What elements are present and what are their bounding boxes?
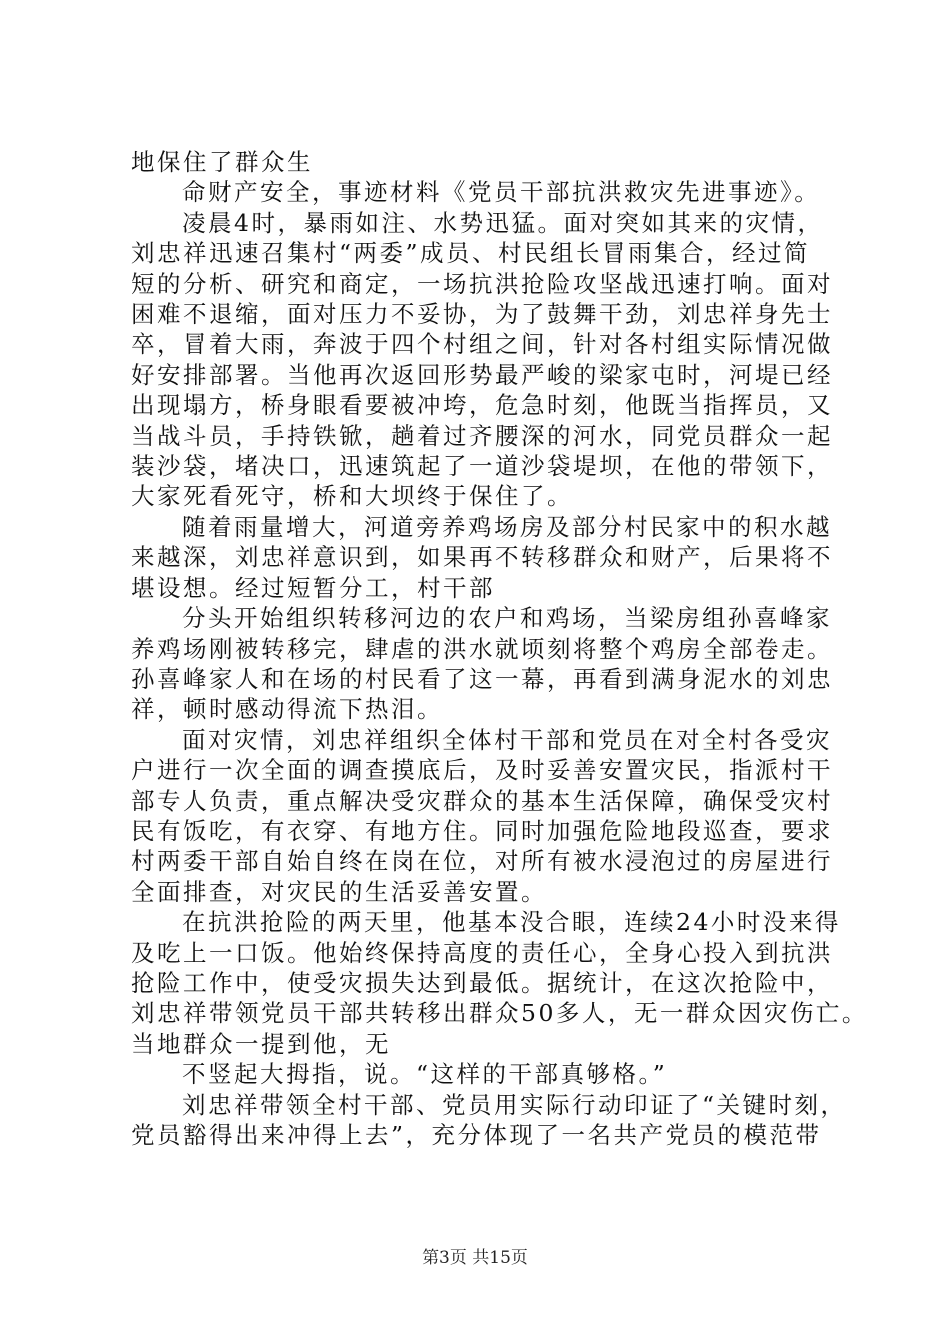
text-line: 好安排部署。当他再次返回形势最严峻的梁家屯时，河堤已经: [131, 360, 833, 389]
text-line: 刘忠祥带领党员干部共转移出群众50多人，无一群众因灾伤亡。: [131, 999, 868, 1028]
text-line: 地保住了群众生: [131, 148, 313, 176]
text-line: 出现塌方，桥身眼看要被冲垮，危急时刻，他既当指挥员，又: [131, 391, 833, 420]
text-line: 刘忠祥带领全村干部、党员用实际行动印证了“关键时刻，: [182, 1090, 847, 1119]
text-line: 全面排查，对灾民的生活妥善安置。: [131, 877, 547, 906]
text-line: 在抗洪抢险的两天里，他基本没合眼，连续24小时没来得: [182, 908, 841, 937]
text-line: 凌晨4时，暴雨如注、水势迅猛。面对突如其来的灾情，: [182, 208, 824, 237]
text-line: 及吃上一口饭。他始终保持高度的责任心，全身心投入到抗洪: [131, 938, 833, 967]
text-line: 当地群众一提到他，无: [131, 1029, 391, 1058]
text-line: 短的分析、研究和商定，一场抗洪抢险攻坚战迅速打响。面对: [131, 269, 833, 298]
text-line: 困难不退缩，面对压力不妥协，为了鼓舞干劲，刘忠祥身先士: [131, 300, 833, 329]
text-line: 不竖起大拇指，说。“这样的干部真够格。”: [182, 1060, 668, 1089]
text-line: 民有饭吃，有衣穿、有地方住。同时加强危险地段巡查，要求: [131, 816, 833, 845]
text-line: 户进行一次全面的调查摸底后，及时妥善安置灾民，指派村干: [131, 756, 833, 785]
text-line: 卒，冒着大雨，奔波于四个村组之间，针对各村组实际情况做: [131, 330, 833, 359]
document-body: [131, 147, 868, 1150]
text-line: 面对灾情，刘忠祥组织全体村干部和党员在对全村各受灾: [182, 725, 832, 754]
text-line: 党员豁得出来冲得上去”，充分体现了一名共产党员的模范带: [131, 1121, 822, 1149]
text-line: 大家死看死守，桥和大坝终于保住了。: [131, 482, 573, 511]
text-line: 堪设想。经过短暂分工，村干部: [131, 573, 495, 602]
text-line: 祥，顿时感动得流下热泪。: [131, 695, 443, 724]
text-line: 随着雨量增大，河道旁养鸡场房及部分村民家中的积水越: [182, 512, 832, 541]
page-number-footer: 第3页 共15页: [422, 1248, 528, 1268]
text-line: 孙喜峰家人和在场的村民看了这一幕，再看到满身泥水的刘忠: [131, 664, 833, 693]
text-line: 刘忠祥迅速召集村“两委”成员、村民组长冒雨集合，经过简: [131, 239, 811, 268]
text-line: 命财产安全，事迹材料《党员干部抗洪救灾先进事迹》。: [182, 178, 821, 207]
text-line: 部专人负责，重点解决受灾群众的基本生活保障，确保受灾村: [131, 786, 833, 815]
text-line: 分头开始组织转移河边的农户和鸡场，当梁房组孙喜峰家: [182, 604, 832, 633]
text-line: 来越深，刘忠祥意识到，如果再不转移群众和财产，后果将不: [131, 543, 833, 572]
text-line: 当战斗员，手持铁锨，趟着过齐腰深的河水，同党员群众一起: [131, 421, 833, 450]
text-line: 养鸡场刚被转移完，肆虐的洪水就顷刻将整个鸡房全部卷走。: [131, 634, 833, 663]
text-line: 抢险工作中，使受灾损失达到最低。据统计，在这次抢险中，: [131, 968, 833, 997]
text-line: 村两委干部自始自终在岗在位，对所有被水浸泡过的房屋进行: [131, 847, 833, 876]
text-line: 装沙袋，堵决口，迅速筑起了一道沙袋堤坝，在他的带领下，: [131, 452, 833, 481]
